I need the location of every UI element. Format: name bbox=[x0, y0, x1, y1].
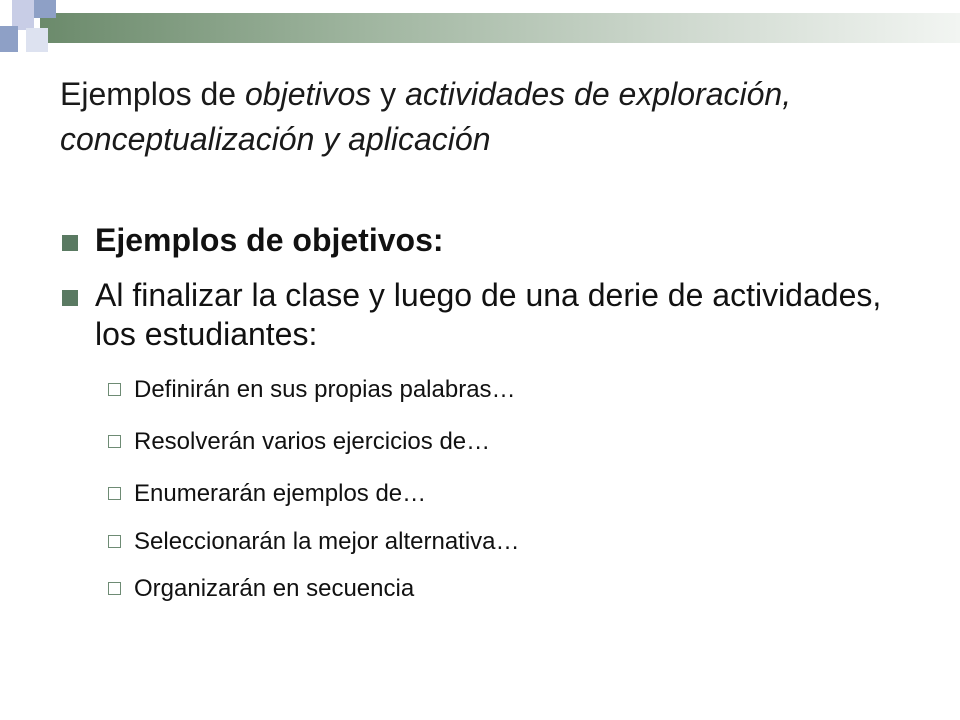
bullet-text: Al finalizar la clase y luego de una derie de actividades, los estudiantes: bbox=[95, 277, 882, 352]
title-part-1: Ejemplos de bbox=[60, 76, 245, 112]
bullet-text: Ejemplos de objetivos: bbox=[95, 222, 444, 258]
hollow-square-bullet-icon bbox=[108, 487, 121, 500]
header-gradient-bar bbox=[40, 13, 960, 43]
sub-bullet-text: Organizarán en secuencia bbox=[134, 575, 415, 602]
square-bullet-icon bbox=[62, 290, 78, 306]
sub-bullet-text: Resolverán varios ejercicios de… bbox=[134, 428, 491, 455]
sub-bullet-text: Definirán en sus propias palabras… bbox=[134, 376, 516, 403]
decor-square-4 bbox=[26, 28, 48, 52]
decor-square-3 bbox=[0, 26, 18, 52]
decor-square-2 bbox=[34, 0, 56, 18]
sub-bullet-text: Enumerarán ejemplos de… bbox=[134, 480, 427, 507]
title-part-2: y bbox=[371, 76, 406, 112]
hollow-square-bullet-icon bbox=[108, 383, 121, 396]
title-italic-1: objetivos bbox=[244, 76, 372, 112]
title-italic-2: actividades de exploración, conceptualización y aplicación bbox=[60, 76, 792, 157]
sub-bullet-text: Seleccionarán la mejor alternativa… bbox=[134, 528, 520, 555]
slide-title bbox=[60, 72, 920, 162]
hollow-square-bullet-icon bbox=[108, 582, 121, 595]
square-bullet-icon bbox=[62, 235, 78, 251]
hollow-square-bullet-icon bbox=[108, 435, 121, 448]
hollow-square-bullet-icon bbox=[108, 535, 121, 548]
